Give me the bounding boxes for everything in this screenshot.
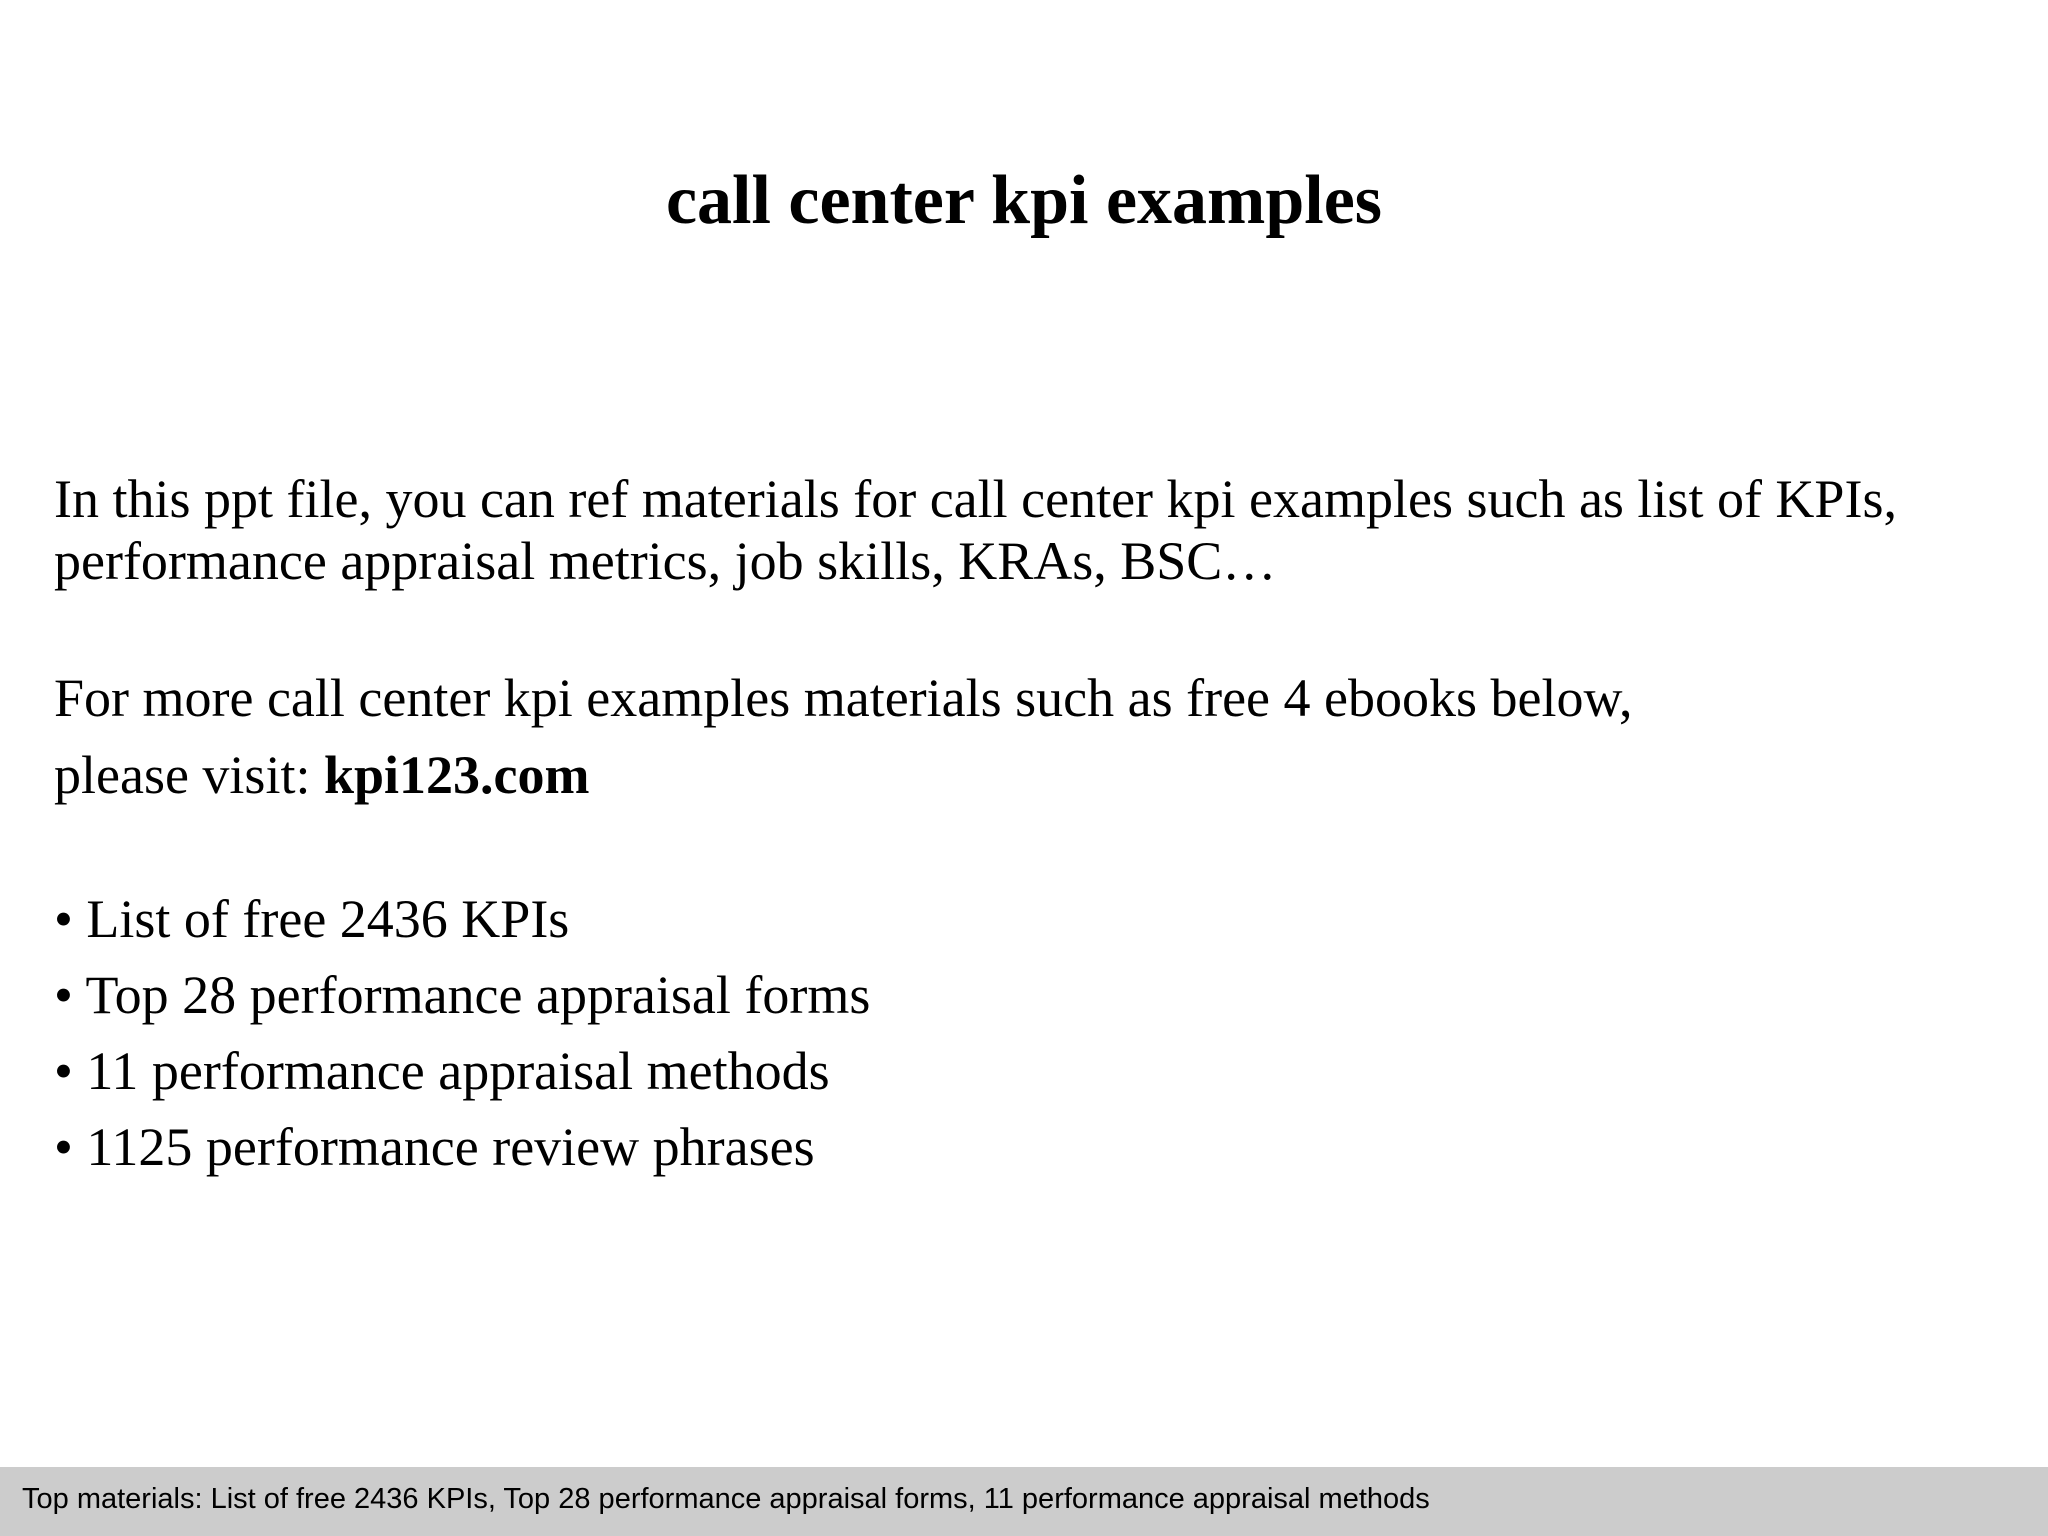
slide-title: call center kpi examples — [665, 162, 1383, 239]
footer-bar — [0, 1467, 2048, 1536]
list-item-label: List of free 2436 KPIs — [86, 889, 570, 949]
list-item — [54, 881, 870, 957]
list-item — [54, 1109, 870, 1185]
list-item-label: 1125 performance review phrases — [86, 1117, 815, 1177]
list-item-label: 11 performance appraisal methods — [86, 1041, 830, 1101]
list-item — [54, 1033, 870, 1109]
bullet-icon: • — [54, 889, 73, 949]
more-line-1: For more call center kpi examples materials such as free 4 ebooks below, — [54, 668, 1633, 728]
bullet-icon: • — [54, 1117, 73, 1177]
list-item — [54, 957, 870, 1033]
list-item-label: Top 28 performance appraisal forms — [85, 965, 871, 1025]
bullet-icon: • — [54, 965, 73, 1025]
more-paragraph — [54, 660, 2004, 814]
bullet-icon: • — [54, 1041, 73, 1101]
website-link[interactable]: kpi123.com — [323, 745, 590, 805]
intro-paragraph: In this ppt file, you can ref materials for call center kpi examples such as list of KPIs, performance appraisal metrics, job skills, KRAs, BSC… — [54, 469, 1897, 591]
ebook-list — [54, 881, 870, 1185]
visit-prefix: please visit: — [54, 745, 324, 805]
footer-text: Top materials: List of free 2436 KPIs, Top 28 performance appraisal forms, 11 performance appraisal methods — [22, 1483, 1430, 1515]
